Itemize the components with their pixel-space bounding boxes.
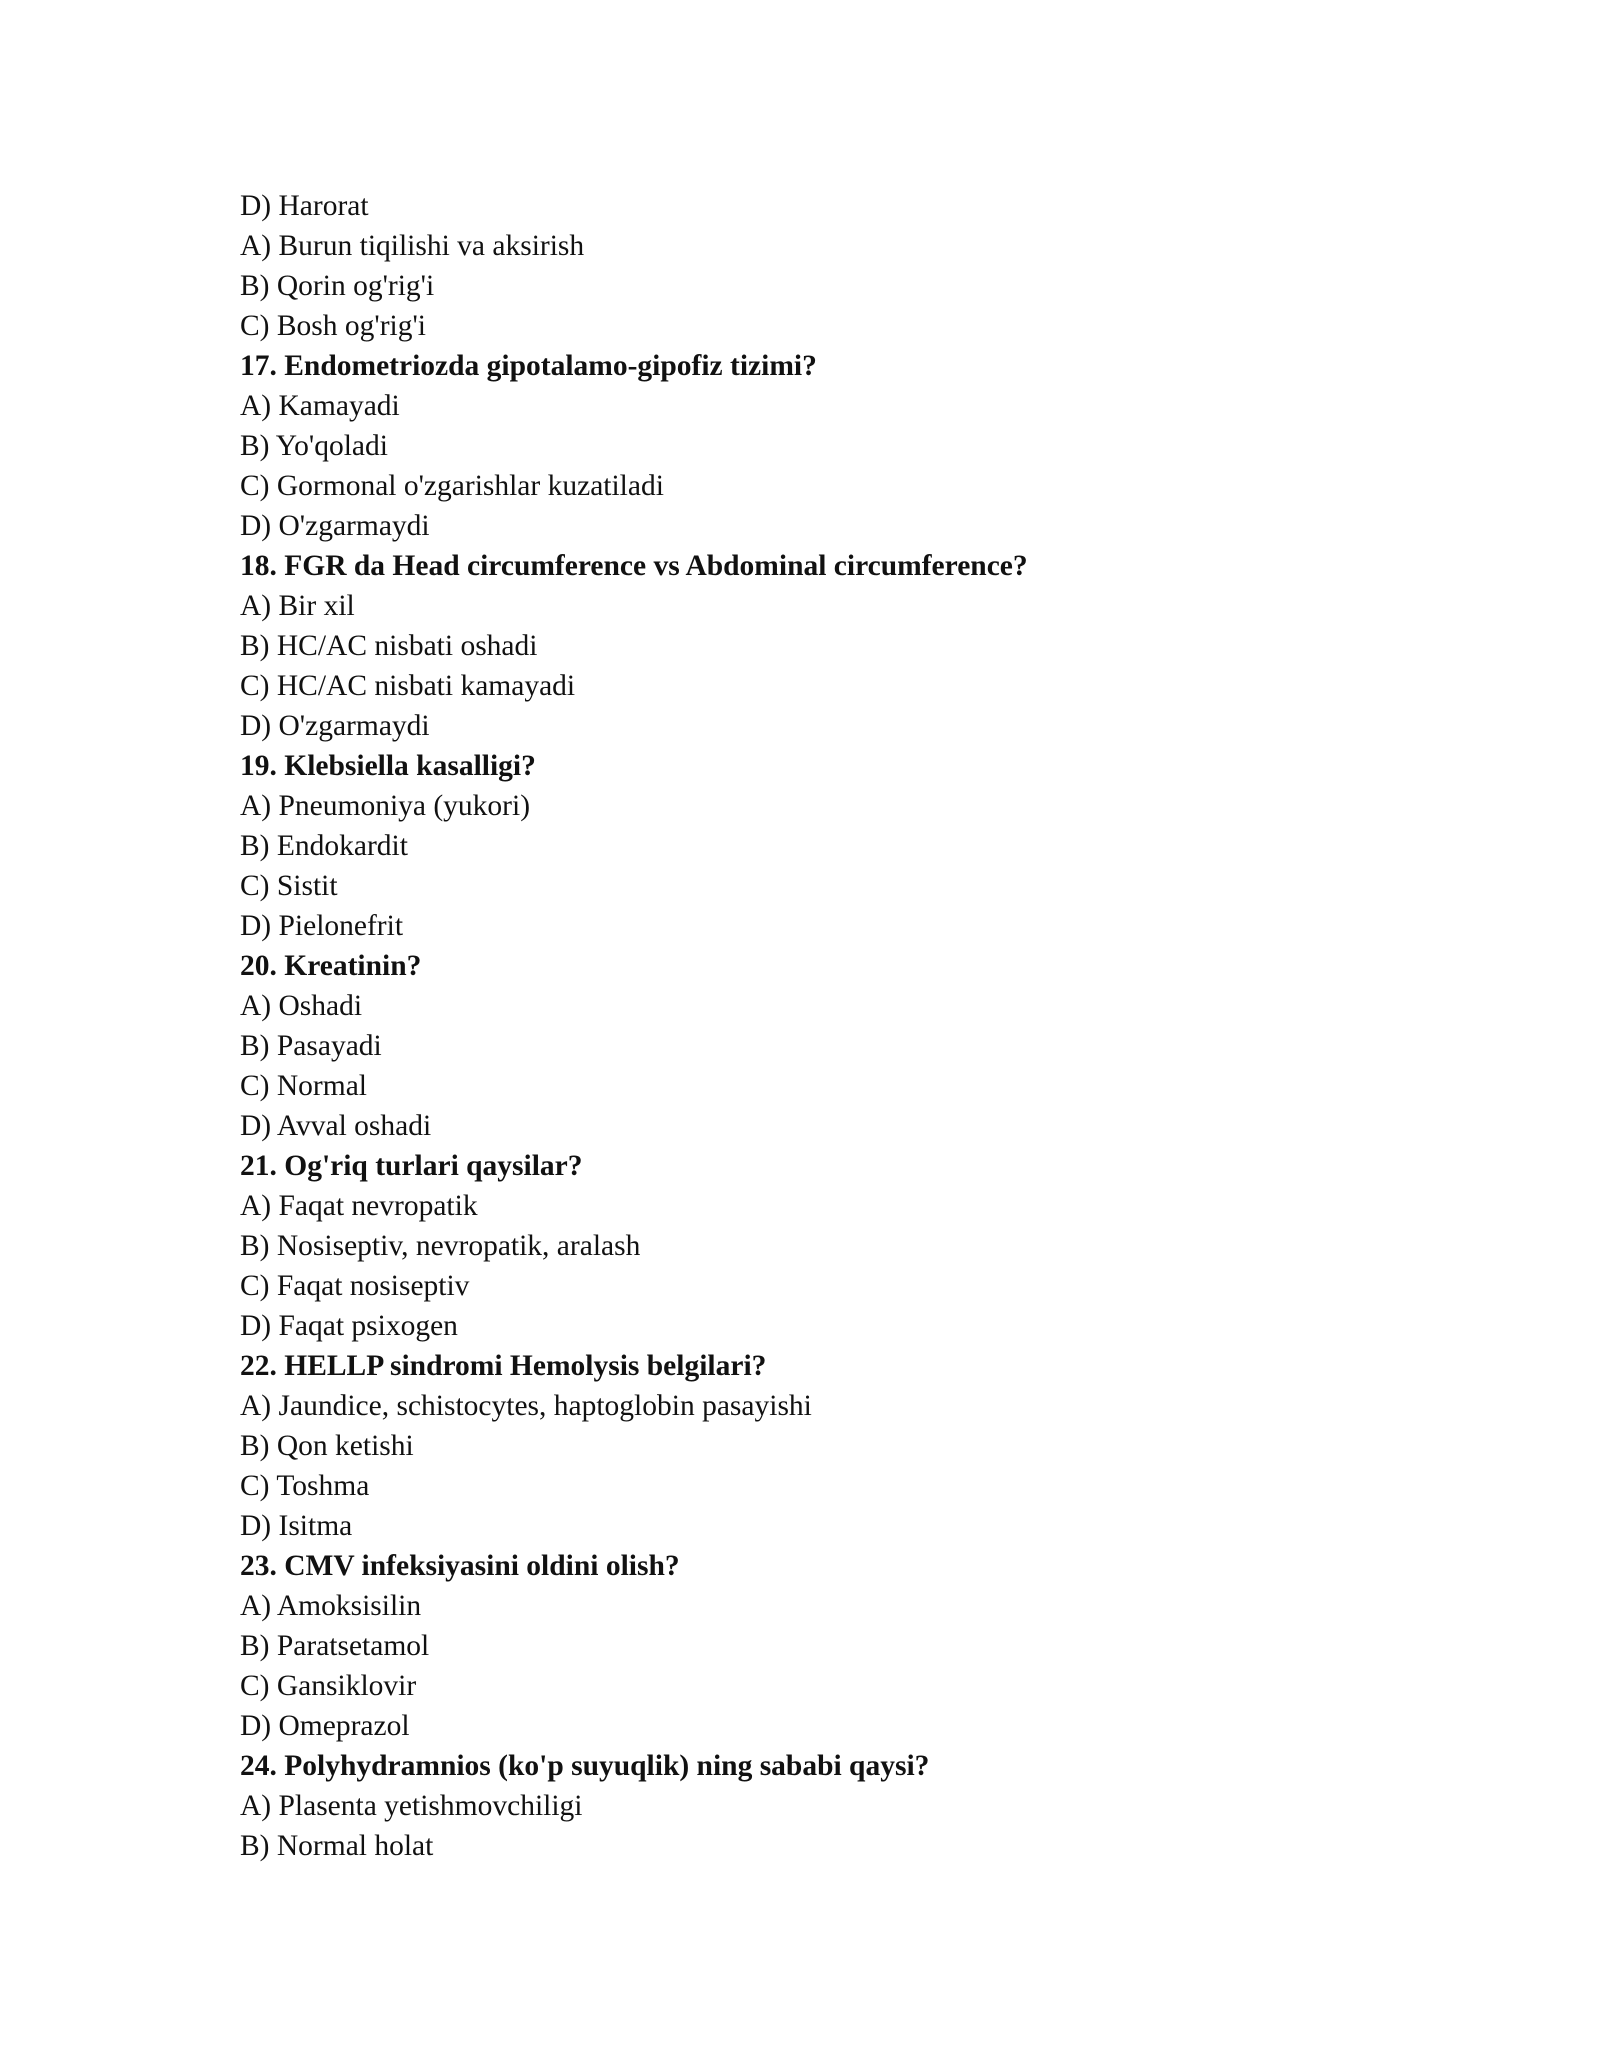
question-block-21 <box>240 1146 1440 1346</box>
question-title: 21. Og'riq turlari qaysilar? <box>240 1150 583 1182</box>
question-title: 22. HELLP sindromi Hemolysis belgilari? <box>240 1350 767 1382</box>
answer-option: A) Bir xil <box>240 590 355 622</box>
question-title: 17. Endometriozda gipotalamo-gipofiz tizimi? <box>240 350 817 382</box>
question-block-18 <box>240 546 1440 746</box>
question-block-17 <box>240 346 1440 546</box>
question-title: 20. Kreatinin? <box>240 950 422 982</box>
answer-option: C) HC/AC nisbati kamayadi <box>240 670 576 702</box>
answer-option: D) O'zgarmaydi <box>240 710 430 742</box>
answer-option: B) HC/AC nisbati oshadi <box>240 630 538 662</box>
answer-option: D) Pielonefrit <box>240 910 404 942</box>
answer-option: B) Pasayadi <box>240 1030 382 1062</box>
question-title: 18. FGR da Head circumference vs Abdominal circumference? <box>240 550 1028 582</box>
answer-option: A) Amoksisilin <box>240 1590 422 1622</box>
answer-option: A) Burun tiqilishi va aksirish <box>240 230 585 262</box>
answer-option: D) Isitma <box>240 1510 353 1542</box>
answer-option: D) Harorat <box>240 190 369 222</box>
answer-option: B) Qon ketishi <box>240 1430 414 1462</box>
answer-option: A) Faqat nevropatik <box>240 1190 478 1222</box>
answer-option: B) Yo'qoladi <box>240 430 388 462</box>
answer-option: B) Paratsetamol <box>240 1630 430 1662</box>
question-block-23 <box>240 1546 1440 1746</box>
answer-option: C) Toshma <box>240 1470 370 1502</box>
question-block-19 <box>240 746 1440 946</box>
answer-option: B) Qorin og'rig'i <box>240 270 435 302</box>
answer-option: C) Gormonal o'zgarishlar kuzatiladi <box>240 470 664 502</box>
leading-options <box>240 186 1440 346</box>
question-block-20 <box>240 946 1440 1146</box>
answer-option: D) O'zgarmaydi <box>240 510 430 542</box>
answer-option: D) Avval oshadi <box>240 1110 432 1142</box>
answer-option: A) Jaundice, schistocytes, haptoglobin pasayishi <box>240 1390 812 1422</box>
answer-option: A) Kamayadi <box>240 390 400 422</box>
question-title: 23. CMV infeksiyasini oldini olish? <box>240 1550 680 1582</box>
answer-option: A) Oshadi <box>240 990 363 1022</box>
question-block-22 <box>240 1346 1440 1546</box>
answer-option: A) Plasenta yetishmovchiligi <box>240 1790 583 1822</box>
answer-option: B) Normal holat <box>240 1830 434 1862</box>
answer-option: C) Normal <box>240 1070 367 1102</box>
answer-option: D) Omeprazol <box>240 1710 410 1742</box>
answer-option: B) Nosiseptiv, nevropatik, aralash <box>240 1230 641 1262</box>
question-title: 24. Polyhydramnios (ko'p suyuqlik) ning sababi qaysi? <box>240 1750 930 1782</box>
answer-option: C) Faqat nosiseptiv <box>240 1270 470 1302</box>
question-title: 19. Klebsiella kasalligi? <box>240 750 536 782</box>
answer-option: C) Sistit <box>240 870 338 902</box>
answer-option: D) Faqat psixogen <box>240 1310 458 1342</box>
answer-option: A) Pneumoniya (yukori) <box>240 790 531 822</box>
question-block-24 <box>240 1746 1440 1866</box>
answer-option: C) Gansiklovir <box>240 1670 417 1702</box>
answer-option: B) Endokardit <box>240 830 408 862</box>
document-page <box>240 186 1440 1866</box>
answer-option: C) Bosh og'rig'i <box>240 310 427 342</box>
